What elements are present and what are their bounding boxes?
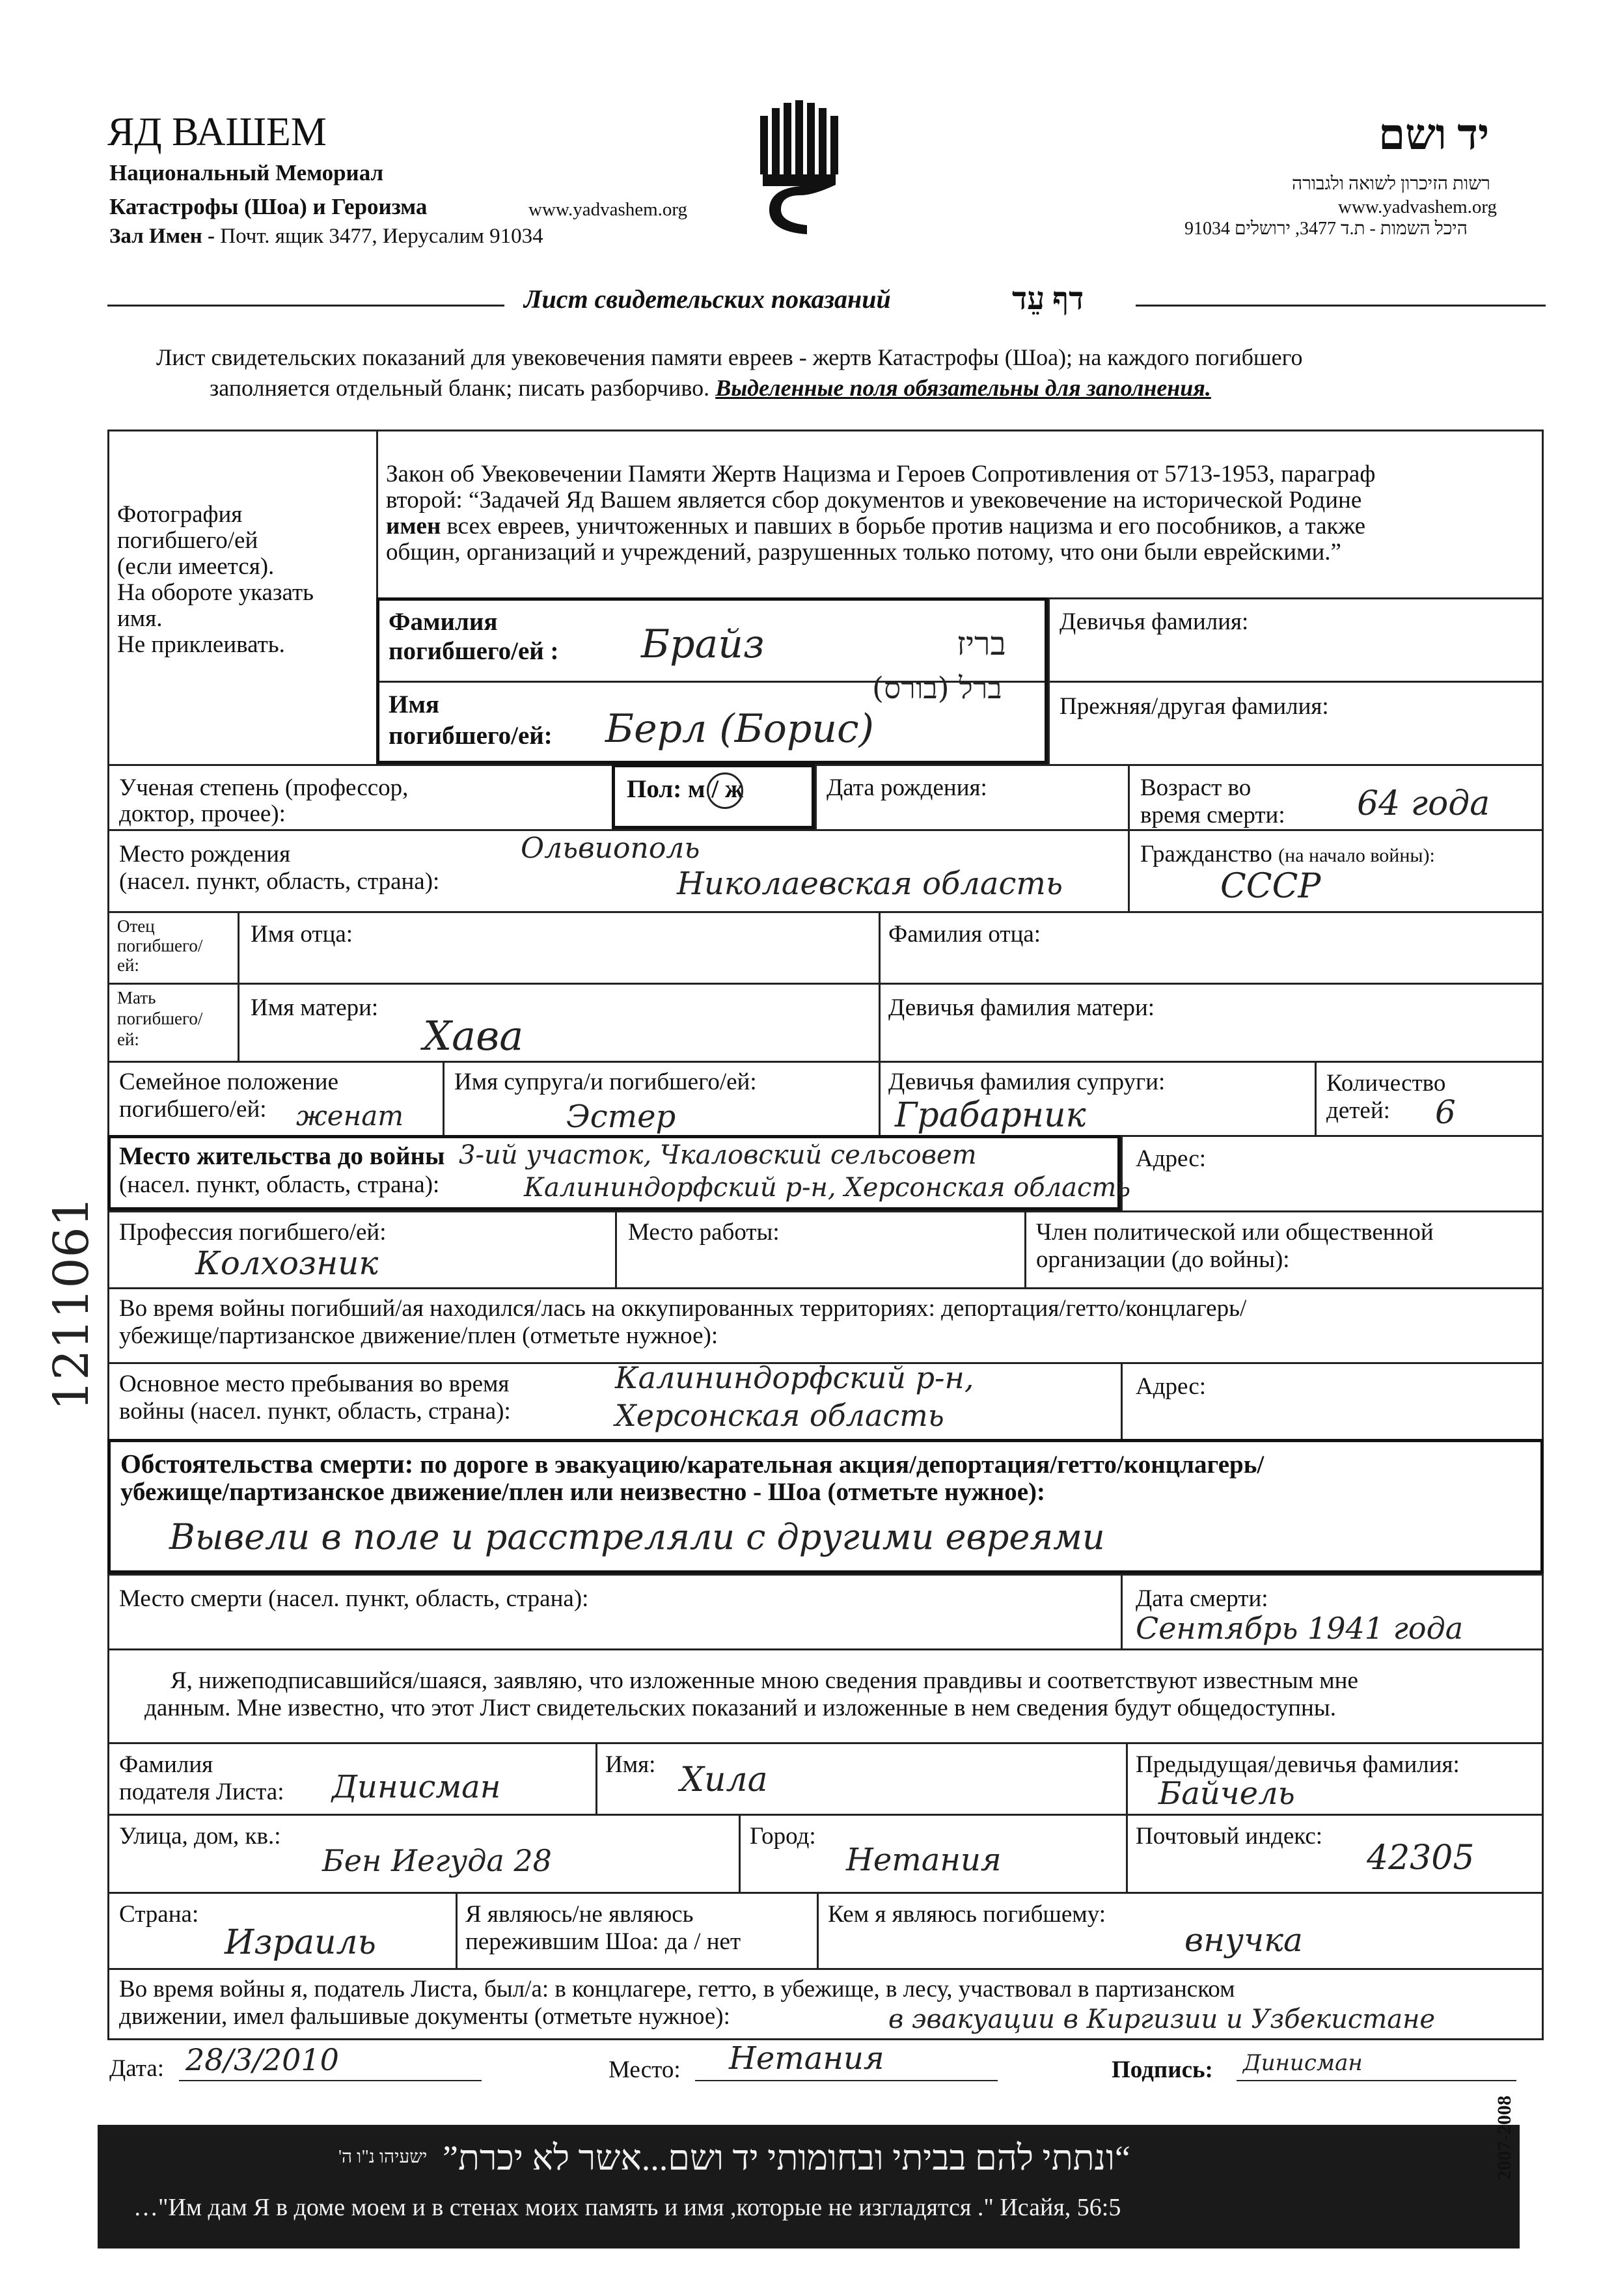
citizenship-value[interactable]: СССР bbox=[1220, 867, 1321, 906]
father-name-label: Имя отца: bbox=[251, 921, 353, 948]
submitter-prev-value[interactable]: Байчель bbox=[1158, 1775, 1295, 1812]
city-value[interactable]: Нетания bbox=[846, 1842, 1002, 1878]
po-box: Почт. ящик 3477, Иерусалим 91034 bbox=[220, 225, 543, 248]
photo-text-5: имя. bbox=[117, 605, 163, 632]
photo-text-6: Не приклеивать. bbox=[117, 631, 285, 658]
circumstances-label: Обстоятельства смерти: bbox=[120, 1449, 414, 1479]
photo-text-4: На обороте указать bbox=[117, 579, 314, 606]
title-rule-right bbox=[1136, 305, 1546, 307]
header-he-line1: רשות הזיכרון לשואה ולגבורה bbox=[1292, 174, 1490, 194]
form-title-he: דף עֵד bbox=[1012, 282, 1084, 316]
age-label-1: Возраст во bbox=[1140, 774, 1252, 801]
spouse-value[interactable]: Эстер bbox=[566, 1099, 676, 1135]
birthplace-value-1[interactable]: Ольвиополь bbox=[521, 832, 700, 865]
signature[interactable]: Динисман bbox=[1243, 2050, 1363, 2076]
submitter-surname-label-1: Фамилия bbox=[119, 1751, 213, 1778]
circumstances-line-2: убежище/партизанское движение/плен или неизвестно - Шоа (отметьте нужное): bbox=[120, 1478, 1046, 1506]
sign-line bbox=[1237, 2080, 1516, 2081]
yad-vashem-logo bbox=[755, 98, 840, 234]
law-names-emph: имен bbox=[386, 513, 441, 540]
footer-he-ref: ישעיהו נ"ו ה' bbox=[338, 2147, 428, 2167]
mother-side-2: погибшего/ bbox=[117, 1009, 203, 1028]
title-rule-left bbox=[107, 305, 504, 307]
photo-text-1: Фотография bbox=[117, 501, 243, 528]
member-label-2: организации (до войны): bbox=[1036, 1246, 1290, 1273]
header-ru-line1: Национальный Мемориал bbox=[109, 160, 384, 185]
firstname-label-2: погибшего/ей: bbox=[389, 722, 553, 750]
header-he-line3: היכל השמות - ת.ד 3477, ירושלים 91034 bbox=[1184, 219, 1468, 239]
header-he-title: יד ושם bbox=[1378, 111, 1490, 159]
profession-value[interactable]: Колхозник bbox=[195, 1244, 379, 1282]
workplace-label: Место работы: bbox=[628, 1219, 780, 1246]
birthplace-label-2: (насел. пункт, область, страна): bbox=[119, 868, 440, 895]
form-title: Лист свидетельских показаний bbox=[524, 284, 891, 314]
intro-line1: Лист свидетельских показаний для увековечения памяти евреев - жертв Катастрофы (Шоа); на каждого погибшего bbox=[156, 344, 1303, 370]
prev-name-label: Прежняя/другая фамилия: bbox=[1060, 693, 1329, 720]
father-side-1: Отец bbox=[117, 916, 155, 936]
law-line4: общин, организаций и учреждений, разрушенных только потому, что они были еврейскими.” bbox=[386, 539, 1341, 566]
citizenship-label-text: Гражданство bbox=[1140, 841, 1272, 868]
marital-value[interactable]: женат bbox=[296, 1100, 404, 1132]
header-ru-line3 bbox=[109, 225, 543, 249]
spouse-maiden-value[interactable]: Грабарник bbox=[895, 1096, 1086, 1135]
during-war-line-2: движении, имел фальшивые документы (отметьте нужное): bbox=[119, 2003, 730, 2030]
date-label: Дата: bbox=[109, 2055, 165, 2082]
degree-label-2: доктор, прочее): bbox=[119, 800, 286, 827]
age-value[interactable]: 64 года bbox=[1357, 784, 1490, 823]
marital-label-1: Семейное положение bbox=[119, 1069, 338, 1095]
citizenship-label-small: (на начало войны): bbox=[1278, 845, 1435, 866]
during-war-line-1: Во время войны я, податель Листа, был/а: в концлагере, гетто, в убежище, в лесу, участвовал в партизанском bbox=[119, 1976, 1235, 2002]
law-line3-text: всех евреев, уничтоженных и павших в борьбе против нацизма и его пособников, а также bbox=[446, 513, 1365, 540]
declaration-line-1: Я, нижеподписавшийся/шаяся, заявляю, что изложенные мною сведения правдивы и соответствуют известным мне bbox=[171, 1667, 1358, 1694]
header-ru-line2: Катастрофы (Шоа) и Героизма bbox=[109, 194, 428, 219]
header-website: www.yadvashem.org bbox=[528, 199, 688, 220]
residence-label-2: (насел. пункт, область, страна): bbox=[119, 1171, 440, 1198]
header-he-line2: www.yadvashem.org bbox=[1338, 197, 1498, 217]
father-side-2: погибшего/ bbox=[117, 936, 203, 955]
war-line-2: убежище/партизанское движение/плен (отметьте нужное): bbox=[119, 1322, 718, 1349]
intro-line2-text: заполняется отдельный бланк; писать разборчиво. bbox=[210, 375, 710, 401]
children-label-1: Количество bbox=[1326, 1070, 1446, 1097]
footer-year-code: 2007-2008 bbox=[1494, 2096, 1515, 2180]
submitter-name-label: Имя: bbox=[605, 1751, 656, 1778]
birthplace-value-2[interactable]: Николаевская область bbox=[677, 866, 1063, 902]
relation-value[interactable]: внучка bbox=[1184, 1921, 1303, 1959]
submitter-name-value[interactable]: Хила bbox=[680, 1760, 768, 1799]
citizenship-label bbox=[1140, 841, 1435, 869]
mother-side-1: Мать bbox=[117, 988, 156, 1007]
date-value[interactable]: 28/3/2010 bbox=[185, 2042, 339, 2077]
firstname-label-1: Имя bbox=[389, 690, 439, 718]
street-label: Улица, дом, кв.: bbox=[119, 1823, 281, 1850]
photo-text-2: погибшего/ей bbox=[117, 527, 258, 554]
street-value[interactable]: Бен Иегуда 28 bbox=[322, 1843, 552, 1878]
age-label-2: время смерти: bbox=[1140, 802, 1285, 828]
footer-he-quote: “ונתתי להם בביתי ובחומותי יד ושם...אשר לא יכרת” bbox=[443, 2139, 1130, 2178]
place-label: Место: bbox=[609, 2057, 681, 2083]
intro-line2 bbox=[210, 374, 1211, 402]
children-value[interactable]: 6 bbox=[1435, 1093, 1456, 1131]
member-label-1: Член политической или общественной bbox=[1036, 1219, 1434, 1246]
death-date-value[interactable]: Сентябрь 1941 года bbox=[1136, 1611, 1464, 1646]
maiden-name-label: Девичья фамилия: bbox=[1060, 608, 1249, 635]
survivor-label-1: Я являюсь/не являюсь bbox=[465, 1901, 694, 1928]
zip-label: Почтовый индекс: bbox=[1136, 1823, 1323, 1850]
circumstances-line-1 bbox=[120, 1450, 1264, 1479]
residence-value-2[interactable]: Калининдорфский р-н, Херсонская область bbox=[524, 1173, 1131, 1203]
photo-text-3: (если имеется). bbox=[117, 553, 275, 580]
law-line2: второй: “Задачей Яд Вашем является сбор документов и увековечение на исторической Родине bbox=[386, 487, 1362, 513]
birthplace-label-1: Место рождения bbox=[119, 841, 291, 868]
sign-label: Подпись: bbox=[1112, 2057, 1213, 2083]
death-place-label: Место смерти (насел. пункт, область, страна): bbox=[119, 1585, 589, 1612]
place-line bbox=[695, 2080, 998, 2081]
footer-ru-quote: …"Им дам Я в доме моем и в стенах моих память и имя ,которые не изгладятся ." Исайя, 56:5 bbox=[133, 2194, 1121, 2221]
dob-label: Дата рождения: bbox=[827, 774, 987, 801]
zip-value[interactable]: 42305 bbox=[1367, 1838, 1475, 1878]
degree-label-1: Ученая степень (профессор, bbox=[119, 774, 409, 801]
law-line3 bbox=[386, 513, 1365, 540]
address-label: Адрес: bbox=[1136, 1145, 1207, 1172]
margin-number: 1211061 bbox=[44, 1196, 100, 1411]
war-place-value-1[interactable]: Калининдорфский р-н, bbox=[615, 1360, 974, 1395]
war-place-value-2[interactable]: Херсонская область bbox=[615, 1398, 944, 1433]
mother-maiden-label: Девичья фамилия матери: bbox=[888, 994, 1155, 1021]
war-address-label: Адрес: bbox=[1136, 1373, 1207, 1400]
header-ru-title: ЯД ВАШЕМ bbox=[107, 110, 327, 154]
circumstances-value[interactable]: Вывели в поле и расстреляли с другими евреями bbox=[169, 1516, 1105, 1557]
city-label: Город: bbox=[750, 1823, 816, 1850]
firstname-value[interactable]: Берл (Борис) bbox=[605, 706, 874, 752]
surname-label-1: Фамилия bbox=[389, 608, 498, 636]
war-line-1: Во время войны погибший/ая находился/лась на оккупированных территориях: депортация/гетто/концлагерь/ bbox=[119, 1295, 1247, 1322]
submitter-surname-label-2: подателя Листа: bbox=[119, 1779, 284, 1805]
mother-name-label: Имя матери: bbox=[251, 994, 379, 1021]
submitter-surname-value[interactable]: Динисман bbox=[332, 1769, 501, 1805]
country-value[interactable]: Израиль bbox=[225, 1923, 376, 1962]
declaration-line-2: данным. Мне известно, что этот Лист свидетельских показаний и изложенные в нем сведения будут общедоступны. bbox=[144, 1695, 1336, 1721]
intro-required-note: Выделенные поля обязательны для заполнения. bbox=[715, 375, 1211, 401]
surname-value[interactable]: Брайз bbox=[641, 622, 765, 667]
war-place-label-1: Основное место пребывания во время bbox=[119, 1371, 510, 1397]
during-war-value[interactable]: в эвакуации в Киргизии и Узбекистане bbox=[888, 2004, 1436, 2034]
date-line bbox=[179, 2080, 482, 2081]
death-date-label: Дата смерти: bbox=[1136, 1585, 1268, 1612]
residence-value-1[interactable]: 3-ий участок, Чкаловский сельсовет bbox=[459, 1140, 977, 1170]
sex-male-circle[interactable] bbox=[707, 772, 743, 809]
country-label: Страна: bbox=[119, 1901, 199, 1928]
sex-label: Пол: м / ж bbox=[627, 775, 744, 803]
place-value[interactable]: Нетания bbox=[729, 2040, 884, 2077]
submitter-prev-label: Предыдущая/девичья фамилия: bbox=[1136, 1751, 1460, 1778]
relation-label: Кем я являюсь погибшему: bbox=[828, 1901, 1106, 1928]
father-side-3: ей: bbox=[117, 955, 139, 975]
mother-name-value[interactable]: Хава bbox=[423, 1012, 524, 1059]
spouse-label: Имя супруга/и погибшего/ей: bbox=[454, 1069, 757, 1095]
profession-label: Профессия погибшего/ей: bbox=[119, 1219, 387, 1246]
mother-side-3: ей: bbox=[117, 1030, 139, 1049]
marital-label-2: погибшего/ей: bbox=[119, 1096, 267, 1123]
war-place-label-2: войны (насел. пункт, область, страна): bbox=[119, 1398, 511, 1425]
children-label-2: детей: bbox=[1326, 1097, 1390, 1124]
residence-label-1: Место жительства до войны bbox=[119, 1142, 445, 1170]
surname-label-2: погибшего/ей : bbox=[389, 637, 559, 665]
circumstances-options: по дороге в эвакуацию/карательная акция/депортация/гетто/концлагерь/ bbox=[420, 1451, 1265, 1479]
firstname-value-he[interactable]: ברל (בורס) bbox=[872, 670, 1002, 705]
father-surname-label: Фамилия отца: bbox=[888, 921, 1041, 948]
footer-banner bbox=[98, 2125, 1520, 2248]
hall-of-names-label: Зал Имен - bbox=[109, 225, 215, 248]
survivor-label-2: пережившим Шоа: да / нет bbox=[465, 1928, 741, 1955]
law-line1: Закон об Увековечении Памяти Жертв Нацизма и Героев Сопротивления от 5713-1953, параграф bbox=[386, 461, 1376, 487]
surname-value-he[interactable]: בריז bbox=[957, 625, 1006, 663]
spouse-maiden-label: Девичья фамилия супруги: bbox=[888, 1069, 1166, 1095]
